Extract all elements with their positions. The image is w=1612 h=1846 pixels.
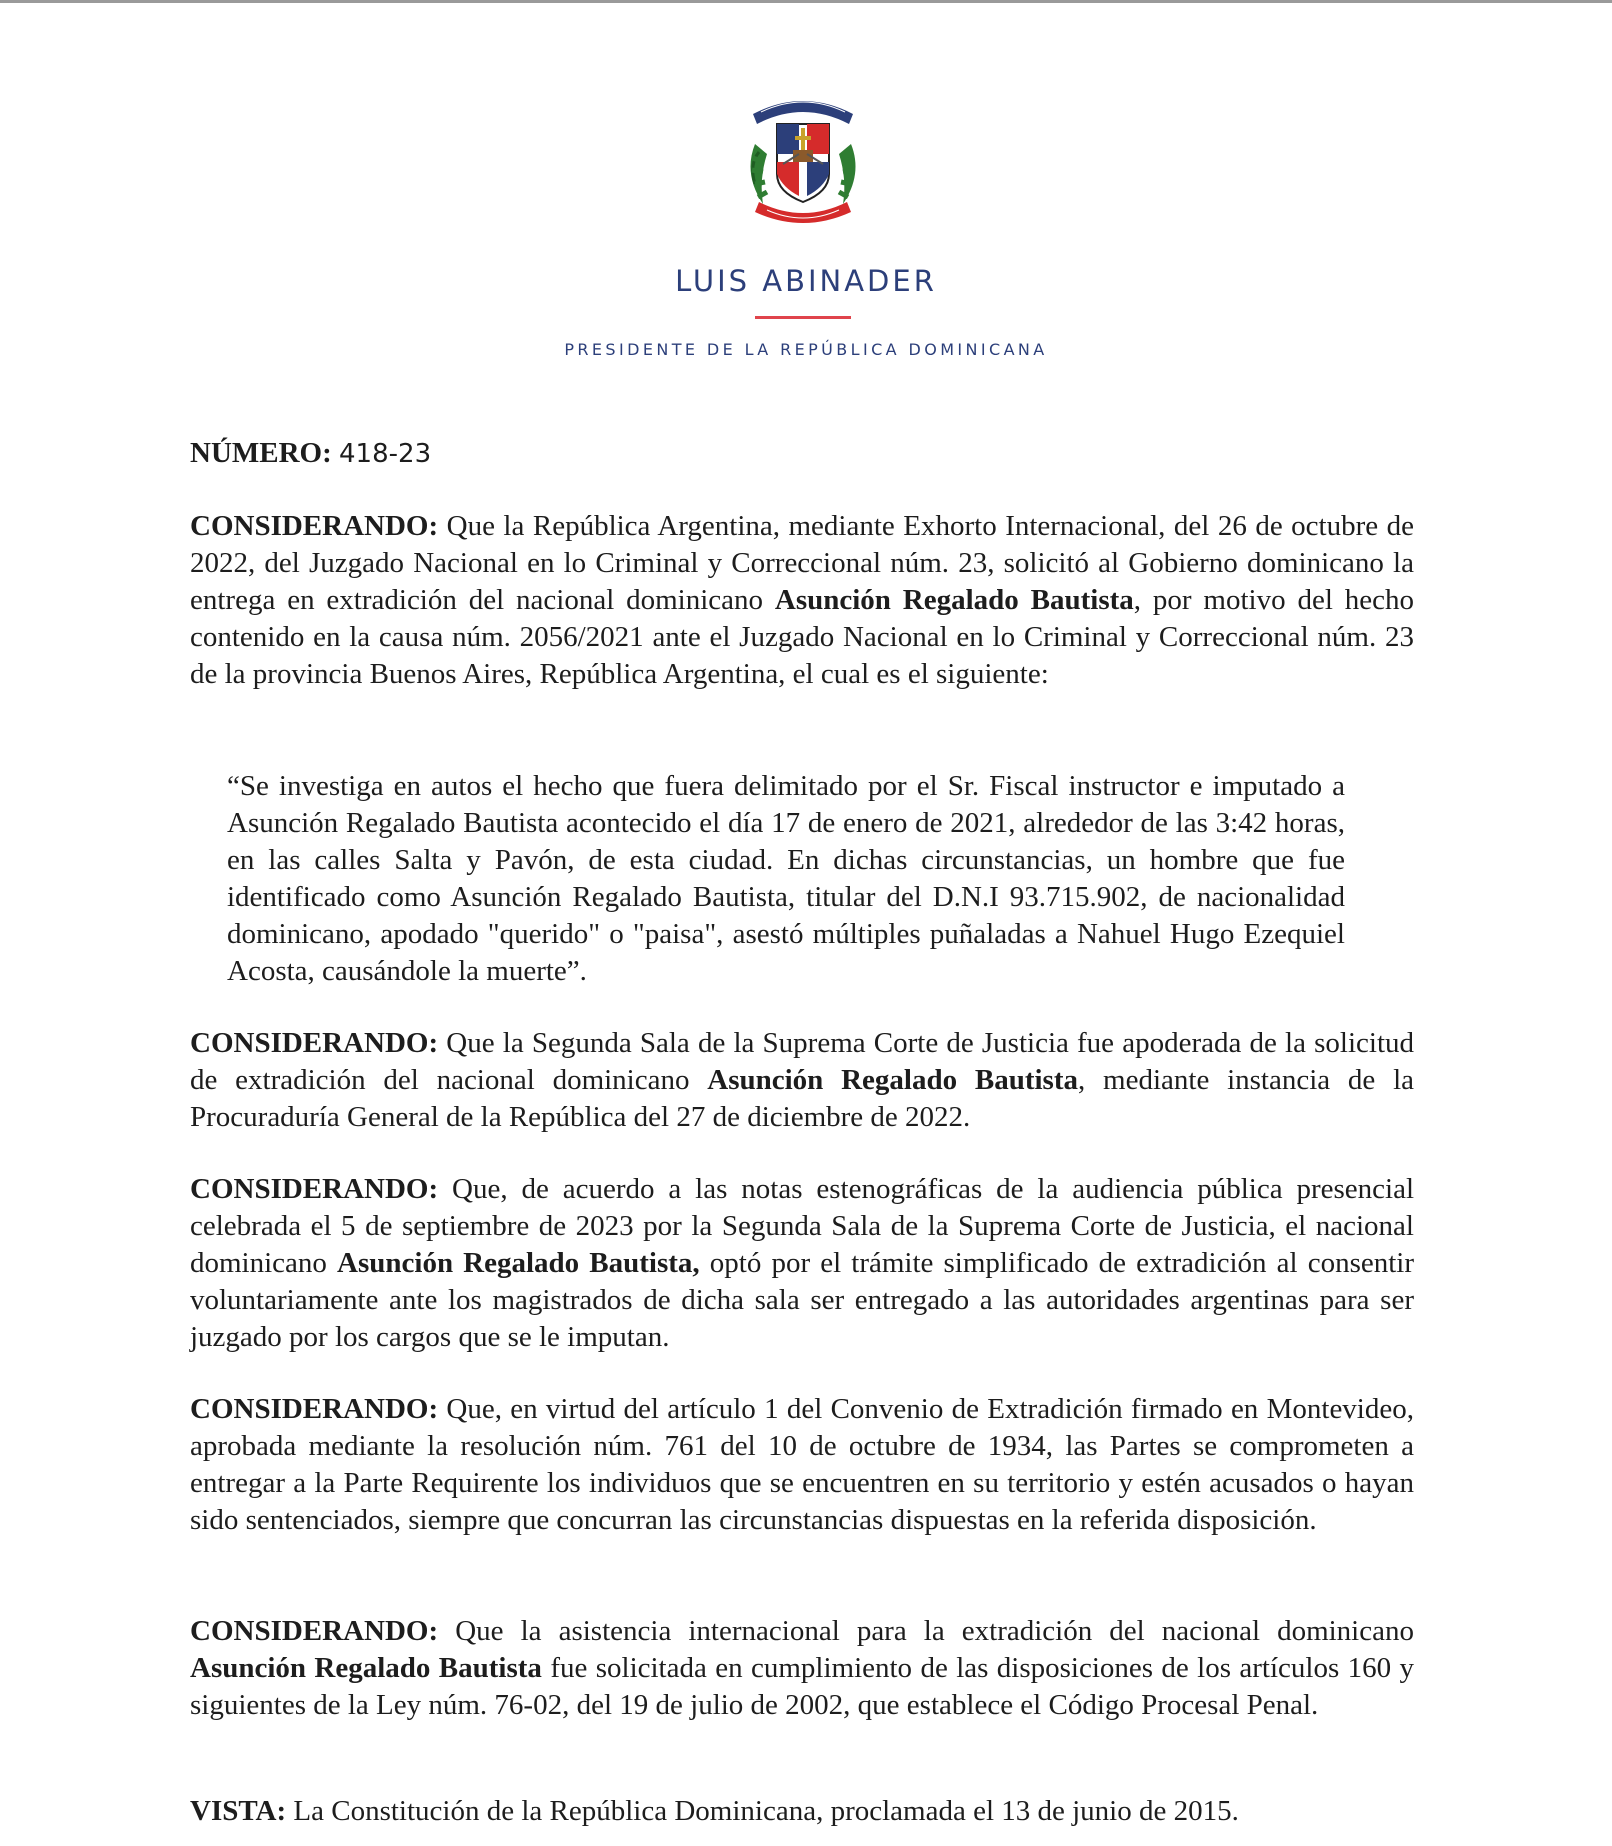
considerando-label: CONSIDERANDO: <box>190 1027 439 1059</box>
defendant-name: Asunción Regalado Bautista <box>190 1652 542 1684</box>
vista-paragraph <box>190 1793 1414 1830</box>
paragraph-text: Que la República Argentina, mediante Exhorto Internacional, del 26 de octubre de 2022, del Juzgado Nacional en lo Criminal y Correccional núm. 23, solicitó al Gobierno dominicano la entrega en extradición del nacional dominicano <box>190 510 1414 616</box>
defendant-name: Asunción Regalado Bautista, <box>337 1247 700 1279</box>
coat-of-arms-icon <box>733 84 873 224</box>
considerando-label: CONSIDERANDO: <box>190 510 439 542</box>
considerando-paragraph-4 <box>190 1391 1414 1539</box>
considerando-paragraph-3 <box>190 1171 1414 1356</box>
considerando-paragraph-5 <box>190 1613 1414 1724</box>
vista-label: VISTA: <box>190 1795 287 1827</box>
paragraph-text: Que la asistencia internacional para la extradición del nacional dominicano <box>438 1615 1414 1647</box>
coat-of-arms-svg <box>733 84 873 224</box>
defendant-name: Asunción Regalado Bautista <box>707 1064 1078 1096</box>
considerando-paragraph-1 <box>190 508 1414 693</box>
paragraph-text: Que, de acuerdo a las notas estenográficas de la audiencia pública presencial celebrada el 5 de septiembre de 2023 por la Segunda Sala de la Suprema Corte de Justicia, el nacional dominicano <box>190 1173 1414 1279</box>
paragraph-text: Que la Segunda Sala de la Suprema Corte de Justicia fue apoderada de la solicitud de extradición del nacional dominicano <box>190 1027 1414 1096</box>
considerando-paragraph-2 <box>190 1025 1414 1136</box>
paragraph-text: , por motivo del hecho contenido en la causa núm. 2056/2021 ante el Juzgado Nacional en lo Criminal y Correccional núm. 23 de la provincia Buenos Aires, República Argentina, el cual es el siguiente: <box>190 584 1414 690</box>
president-name: LUIS ABINADER <box>675 264 937 298</box>
considerando-label: CONSIDERANDO: <box>190 1615 439 1647</box>
paragraph-text: La Constitución de la República Dominicana, proclamada el 13 de junio de 2015. <box>286 1795 1239 1827</box>
defendant-name: Asunción Regalado Bautista <box>774 584 1134 616</box>
letterhead-divider <box>755 316 851 319</box>
considerando-label: CONSIDERANDO: <box>190 1393 439 1425</box>
quoted-facts: “Se investiga en autos el hecho que fuera delimitado por el Sr. Fiscal instructor e imputado a Asunción Regalado Bautista acontecido el día 17 de enero de 2021, alrededor de las 3:42 horas, en las calles Salta y Pavón, de esta ciudad. En dichas circunstancias, un hombre que fue identificado como Asunción Regalado Bautista, titular del D.N.I 93.715.902, de nacionalidad dominicano, apodado "querido" o "paisa", asestó múltiples puñaladas a Nahuel Hugo Ezequiel Acosta, causándole la muerte”. <box>227 770 1345 987</box>
president-title: PRESIDENTE DE LA REPÚBLICA DOMINICANA <box>564 340 1048 359</box>
numero-label: NÚMERO: <box>190 437 332 469</box>
paragraph-text: optó por el trámite simplificado de extradición al consentir voluntariamente ante los magistrados de dicha sala ser entregado a las autoridades argentinas para ser juzgado por los cargos que se le imputan. <box>190 1247 1414 1353</box>
paragraph-text: , mediante instancia de la Procuraduría General de la República del 27 de diciembre de 2022. <box>190 1064 1415 1133</box>
considerando-label: CONSIDERANDO: <box>190 1173 439 1205</box>
paragraph-text: fue solicitada en cumplimiento de las disposiciones de los artículos 160 y siguientes de la Ley núm. 76-02, del 19 de julio de 2002, que establece el Código Procesal Penal. <box>190 1652 1415 1721</box>
numero-line <box>190 437 431 470</box>
numero-value: 418-23 <box>339 439 432 469</box>
paragraph-text: Que, en virtud del artículo 1 del Convenio de Extradición firmado en Montevideo, aprobada mediante la resolución núm. 761 del 10 de octubre de 1934, las Partes se comprometen a entregar a la Parte Requirente los individuos que se encuentren en su territorio y estén acusados o hayan sido sentenciados, siempre que concurran las circunstancias dispuestas en la referida disposición. <box>190 1393 1414 1536</box>
